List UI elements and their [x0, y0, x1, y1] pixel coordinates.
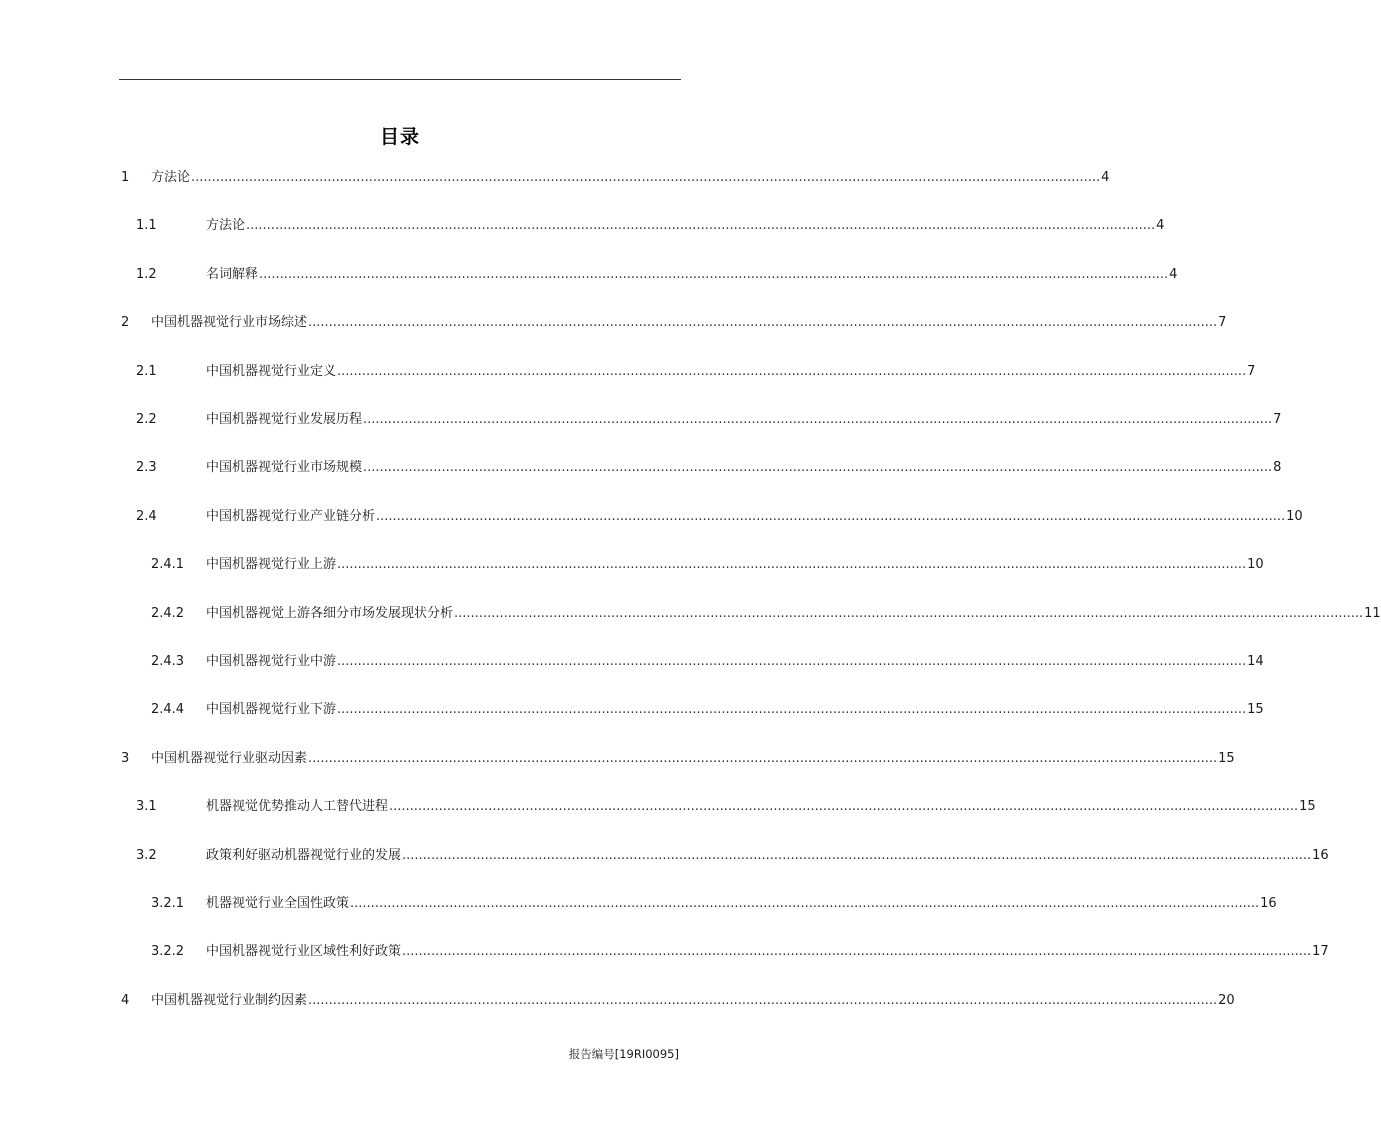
dot-leader: ............................................................................................................................................................................................................................ — [308, 315, 1218, 330]
toc-entry[interactable] — [0, 700, 1264, 720]
dot-leader: ............................................................................................................................................................................................................................ — [350, 896, 1260, 911]
toc-entry-label: 政策利好驱动机器视觉行业的发展 — [206, 848, 402, 863]
toc-entry-page: 8 — [1273, 460, 1282, 475]
toc-entry-page: 7 — [1273, 412, 1282, 427]
dot-leader: ............................................................................................................................................................................................................................ — [363, 460, 1273, 475]
toc-entry-page: 4 — [1101, 170, 1110, 185]
toc-entry-label: 机器视觉行业全国性政策 — [206, 896, 350, 911]
toc-entry-label: 中国机器视觉行业上游 — [206, 557, 337, 572]
toc-entry-label: 方法论 — [151, 170, 191, 185]
toc-entry-number: 2.2 — [136, 412, 157, 427]
toc-entry[interactable] — [0, 652, 1264, 672]
toc-entry-number: 1.1 — [136, 218, 157, 233]
dot-leader: ............................................................................................................................................................................................................................ — [308, 751, 1218, 766]
dot-leader: ............................................................................................................................................................................................................................ — [337, 702, 1247, 717]
toc-entry-number: 2.1 — [136, 364, 157, 379]
toc-entry-page: 14 — [1247, 654, 1264, 669]
toc-entry-label: 中国机器视觉上游各细分市场发展现状分析 — [206, 606, 454, 621]
report-code: 报告编号[19RI0095] — [568, 1047, 679, 1061]
toc-entry-line — [206, 458, 1282, 478]
toc-entry-page: 4 — [1156, 218, 1165, 233]
dot-leader: ............................................................................................................................................................................................................................ — [337, 654, 1247, 669]
toc-entry[interactable] — [0, 942, 1329, 962]
toc-entry-line — [206, 846, 1329, 866]
toc-entry[interactable] — [0, 216, 1165, 236]
toc-entry-line — [206, 797, 1316, 817]
toc-entry-number: 1.2 — [136, 267, 157, 282]
toc-entry-line — [206, 942, 1329, 962]
toc-entry-line — [151, 749, 1235, 769]
toc-entry[interactable] — [0, 555, 1264, 575]
toc-entry-page: 16 — [1312, 848, 1329, 863]
toc-entry[interactable] — [0, 604, 1381, 624]
dot-leader: ............................................................................................................................................................................................................................ — [308, 993, 1218, 1008]
toc-entry-label: 中国机器视觉行业市场综述 — [151, 315, 308, 330]
toc-entry[interactable] — [0, 362, 1256, 382]
toc-entry[interactable] — [0, 313, 1227, 333]
toc-entry-line — [206, 652, 1264, 672]
toc-entry-line — [151, 991, 1235, 1011]
toc-entry-line — [206, 700, 1264, 720]
toc-entry-number: 3.2.1 — [151, 896, 185, 911]
toc-entry-number: 4 — [121, 993, 130, 1008]
toc-entry-number: 2.4.2 — [151, 606, 185, 621]
toc-entry-number: 3 — [121, 751, 130, 766]
toc-entry-line — [206, 507, 1303, 527]
toc-entry-page: 10 — [1286, 509, 1303, 524]
toc-entry-line — [206, 894, 1277, 914]
toc-entry-label: 名词解释 — [206, 267, 259, 282]
toc-entry-line — [206, 362, 1256, 382]
toc-entry-number: 2.4 — [136, 509, 157, 524]
toc-entry-label: 中国机器视觉行业区域性利好政策 — [206, 944, 402, 959]
toc-entry[interactable] — [0, 168, 1110, 188]
toc-entry-number: 2.4.3 — [151, 654, 185, 669]
toc-entry-label: 中国机器视觉行业中游 — [206, 654, 337, 669]
toc-entry[interactable] — [0, 507, 1303, 527]
toc-entry-number: 3.2 — [136, 848, 157, 863]
toc-entry-page: 20 — [1218, 993, 1235, 1008]
toc-entry[interactable] — [0, 749, 1235, 769]
dot-leader: ............................................................................................................................................................................................................................ — [363, 412, 1273, 427]
toc-entry[interactable] — [0, 458, 1282, 478]
toc-entry-number: 2.4.1 — [151, 557, 185, 572]
dot-leader: ............................................................................................................................................................................................................................ — [402, 944, 1312, 959]
dot-leader: ............................................................................................................................................................................................................................ — [376, 509, 1286, 524]
toc-entry-line — [206, 604, 1381, 624]
toc-entry-page: 15 — [1247, 702, 1264, 717]
toc-entry[interactable] — [0, 265, 1178, 285]
toc-entry-number: 1 — [121, 170, 130, 185]
toc-entry-label: 中国机器视觉行业下游 — [206, 702, 337, 717]
toc-entry-line — [206, 216, 1165, 236]
toc-entry-page: 16 — [1260, 896, 1277, 911]
toc-entry-line — [206, 265, 1178, 285]
toc-entry-page: 11 — [1364, 606, 1381, 621]
toc-title: 目录 — [379, 126, 420, 148]
toc-entry-number: 2.3 — [136, 460, 157, 475]
toc-entry-number: 3.2.2 — [151, 944, 185, 959]
toc-entry-line — [151, 313, 1227, 333]
toc-entry-page: 17 — [1312, 944, 1329, 959]
toc-entry-label: 中国机器视觉行业产业链分析 — [206, 509, 376, 524]
toc-entry-line — [206, 555, 1264, 575]
toc-entry-label: 中国机器视觉行业定义 — [206, 364, 337, 379]
dot-leader: ............................................................................................................................................................................................................................ — [259, 267, 1169, 282]
dot-leader: ............................................................................................................................................................................................................................ — [191, 170, 1101, 185]
toc-entry-label: 中国机器视觉行业市场规模 — [206, 460, 363, 475]
toc-entry[interactable] — [0, 797, 1316, 817]
toc-entry-page: 7 — [1218, 315, 1227, 330]
dot-leader: ............................................................................................................................................................................................................................ — [246, 218, 1156, 233]
toc-entry-label: 中国机器视觉行业驱动因素 — [151, 751, 308, 766]
toc-entry-line — [151, 168, 1110, 188]
toc-entry-number: 2 — [121, 315, 130, 330]
toc-entry-page: 4 — [1169, 267, 1178, 282]
toc-entry[interactable] — [0, 894, 1277, 914]
toc-entry-page: 15 — [1299, 799, 1316, 814]
dot-leader: ............................................................................................................................................................................................................................ — [454, 606, 1364, 621]
dot-leader: ............................................................................................................................................................................................................................ — [337, 364, 1247, 379]
toc-entry-label: 机器视觉优势推动人工替代进程 — [206, 799, 389, 814]
toc-entry[interactable] — [0, 846, 1329, 866]
toc-entry[interactable] — [0, 991, 1235, 1011]
toc-entry[interactable] — [0, 410, 1282, 430]
dot-leader: ............................................................................................................................................................................................................................ — [389, 799, 1299, 814]
toc-entry-page: 10 — [1247, 557, 1264, 572]
toc-entry-number: 2.4.4 — [151, 702, 185, 717]
dot-leader: ............................................................................................................................................................................................................................ — [402, 848, 1312, 863]
toc-entry-line — [206, 410, 1282, 430]
toc-entry-number: 3.1 — [136, 799, 157, 814]
dot-leader: ............................................................................................................................................................................................................................ — [337, 557, 1247, 572]
toc-entry-label: 方法论 — [206, 218, 246, 233]
toc-entry-page: 7 — [1247, 364, 1256, 379]
toc-entry-label: 中国机器视觉行业发展历程 — [206, 412, 363, 427]
toc-entry-label: 中国机器视觉行业制约因素 — [151, 993, 308, 1008]
toc-entry-page: 15 — [1218, 751, 1235, 766]
